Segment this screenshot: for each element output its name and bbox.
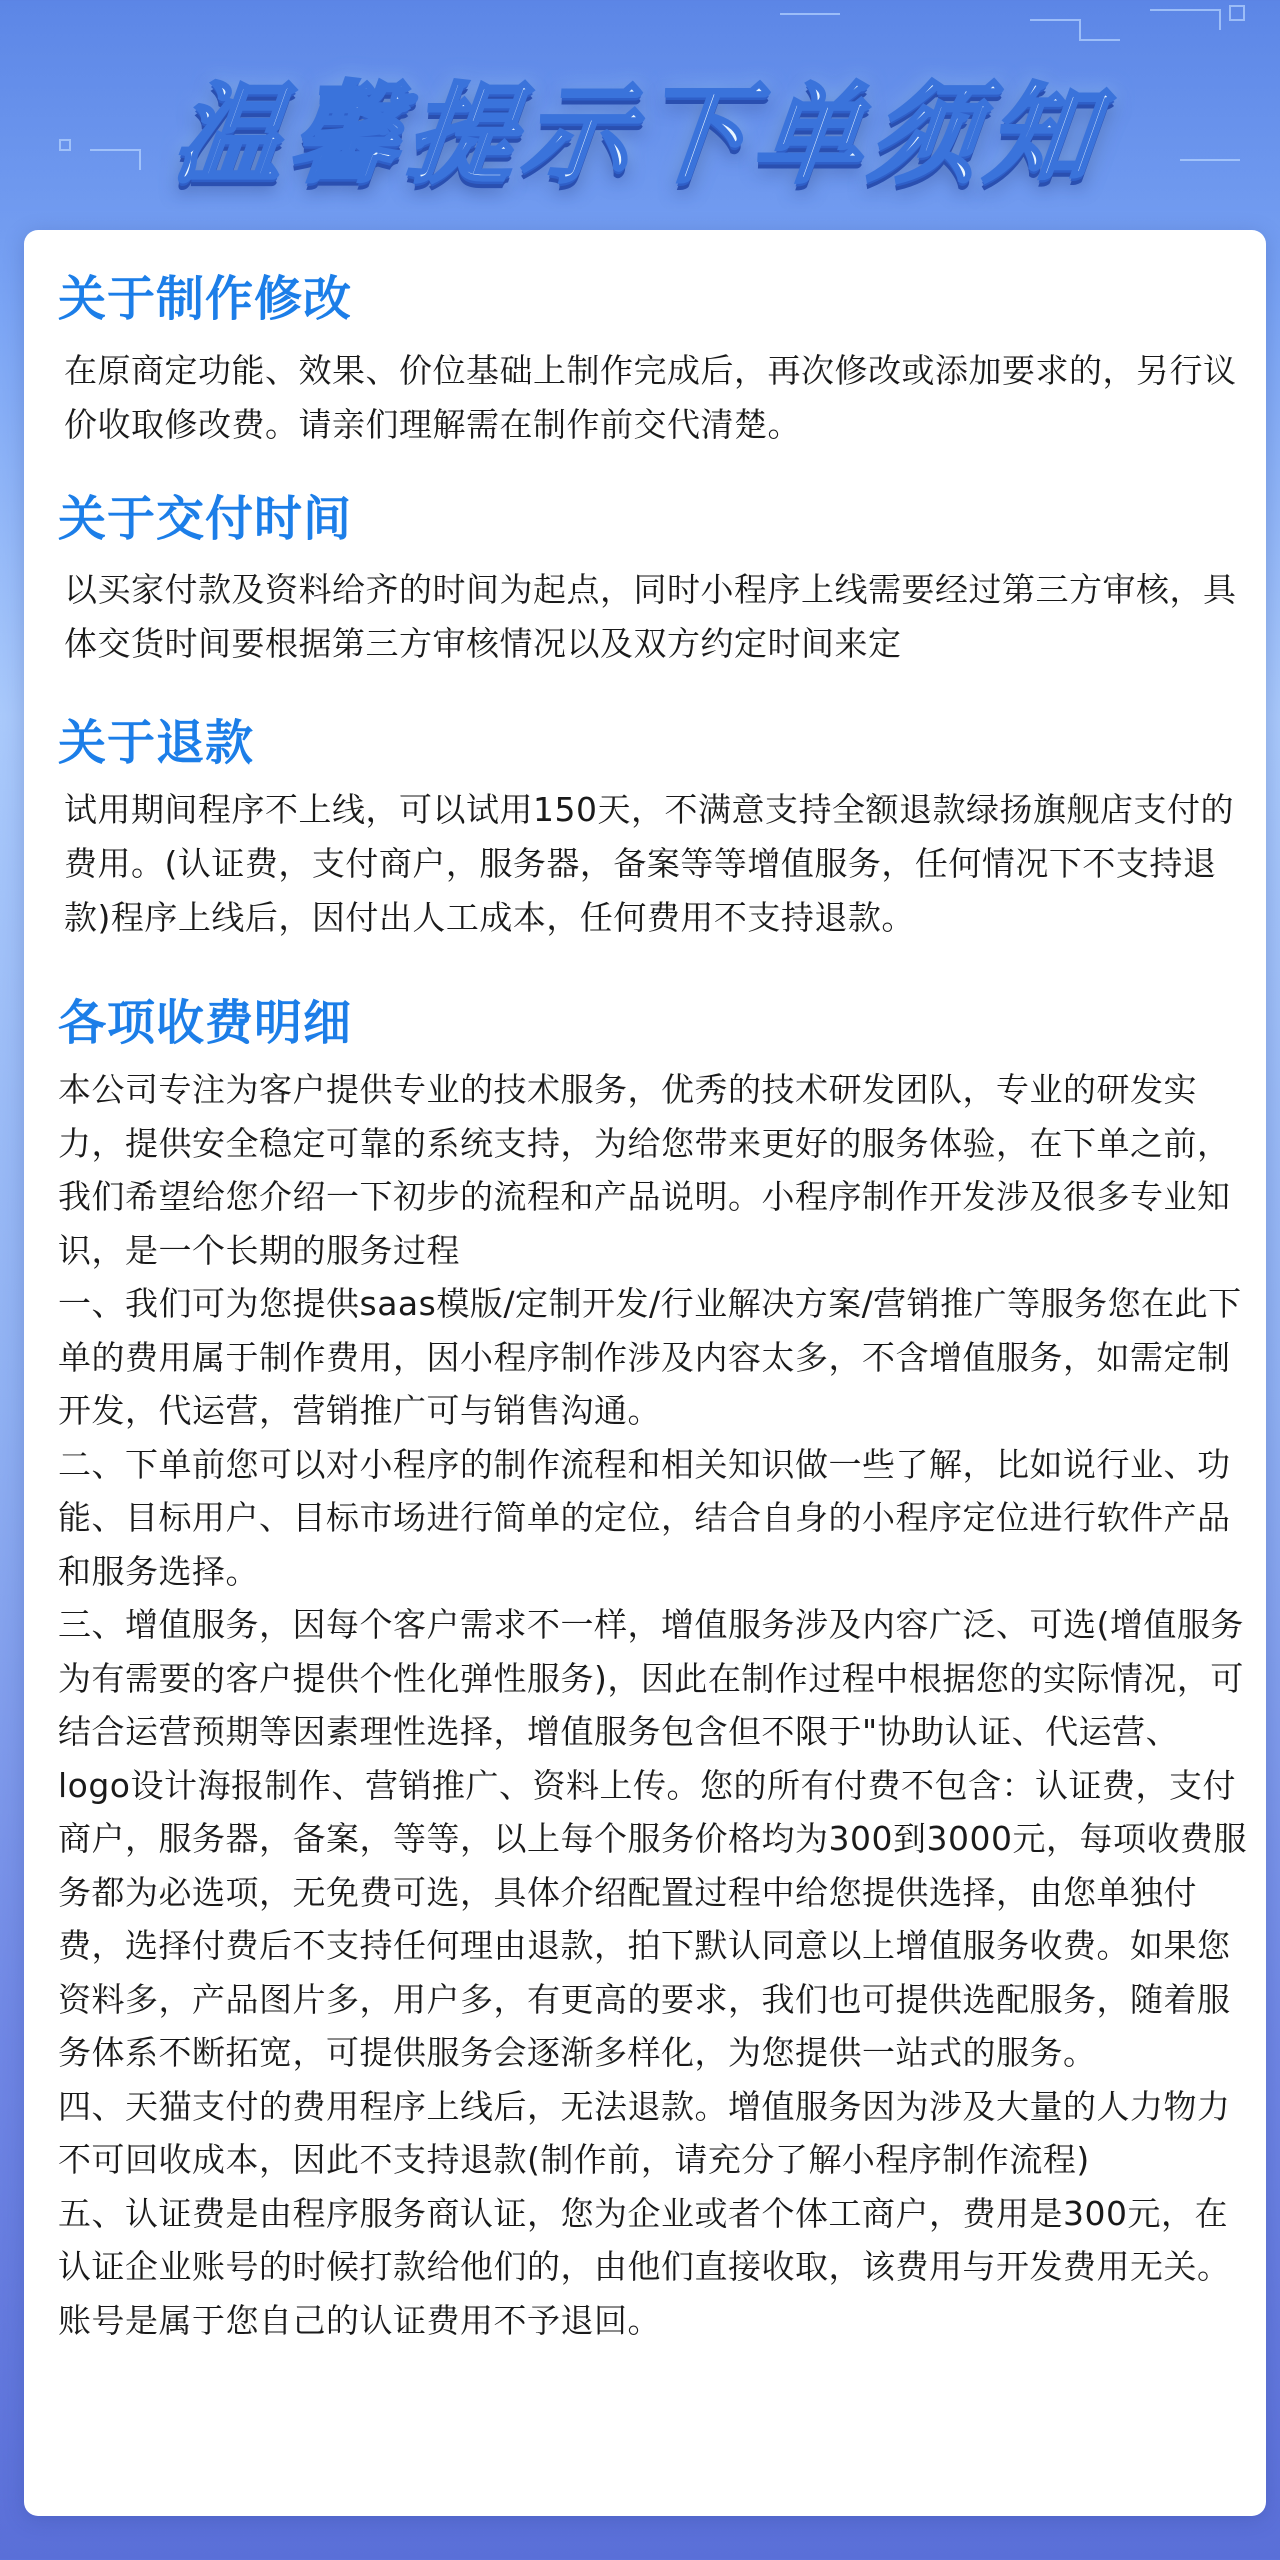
section-body: 在原商定功能、效果、价位基础上制作完成后，再次修改或添加要求的，另行议价收取修改费。请亲们理解需在制作前交代清楚。 (64, 351, 1237, 444)
section-title: 关于退款 (58, 715, 255, 771)
section-title: 各项收费明细 (58, 995, 353, 1051)
fee-item: 一、我们可为您提供saas模版/定制开发/行业解决方案/营销推广等服务您在此下单的费用属于制作费用，因小程序制作涉及内容太多，不含增值服务，如需定制开发，代运营，营销推广可与销售沟通。 (58, 1284, 1242, 1430)
fee-item: 四、天猫支付的费用程序上线后，无法退款。增值服务因为涉及大量的人力物力不可回收成本，因此不支持退款(制作前，请充分了解小程序制作流程) (58, 2086, 1231, 2179)
fee-item: 二、下单前您可以对小程序的制作流程和相关知识做一些了解，比如说行业、功能、目标用户、目标市场进行简单的定位，结合自身的小程序定位进行软件产品和服务选择。 (58, 1444, 1231, 1591)
section-body: 以买家付款及资料给齐的时间为起点，同时小程序上线需要经过第三方审核，具体交货时间要根据第三方审核情况以及双方约定时间来定 (64, 570, 1237, 663)
banner (0, 0, 1280, 230)
fee-details (58, 1063, 1248, 2347)
fee-item: 三、增值服务，因每个客户需求不一样，增值服务涉及内容广泛、可选(增值服务为有需要的客户提供个性化弹性服务)，因此在制作过程中根据您的实际情况，可结合运营预期等因素理性选择，增值服务包含但不限于"协助认证、代运营、logo设计海报制作、营销推广、资料上传。您的所有付费不包含：认证费，支付商户，服务器，备案，等等，以上每个服务价格均为300到3000元，每项收费服务都为必选项，无免费可选，具体介绍配置过程中给您提供选择，由您单独付费，选择付费后不支持任何理由退款，拍下默认同意以上增值服务收费。如果您资料多，产品图片多，用户多，有更高的要求，我们也可提供选配服务，随着服务体系不断拓宽，可提供服务会逐渐多样化，为您提供一站式的服务。 (58, 1605, 1247, 2072)
fee-intro: 本公司专注为客户提供专业的技术服务，优秀的技术研发团队，专业的研发实力，提供安全稳定可靠的系统支持，为给您带来更好的服务体验，在下单之前，我们希望给您介绍一下初步的流程和产品说明。小程序制作开发涉及很多专业知识，是一个长期的服务过程 (58, 1070, 1231, 1270)
section-title: 关于交付时间 (58, 491, 353, 547)
notice-card (24, 230, 1266, 2516)
fee-item: 五、认证费是由程序服务商认证，您为企业或者个体工商户，费用是300元，在认证企业账号的时候打款给他们的，由他们直接收取，该费用与开发费用无关。账号是属于您自己的认证费用不予退回。 (58, 2193, 1231, 2340)
banner-title: 温馨提示下单须知 (168, 73, 1110, 198)
section-body: 试用期间程序不上线，可以试用150天，不满意支持全额退款绿扬旗舰店支付的费用。(认证费，支付商户，服务器，备案等等增值服务，任何情况下不支持退款)程序上线后，因付出人工成本，任何费用不支持退款。 (64, 790, 1234, 937)
section-title: 关于制作修改 (58, 271, 353, 327)
